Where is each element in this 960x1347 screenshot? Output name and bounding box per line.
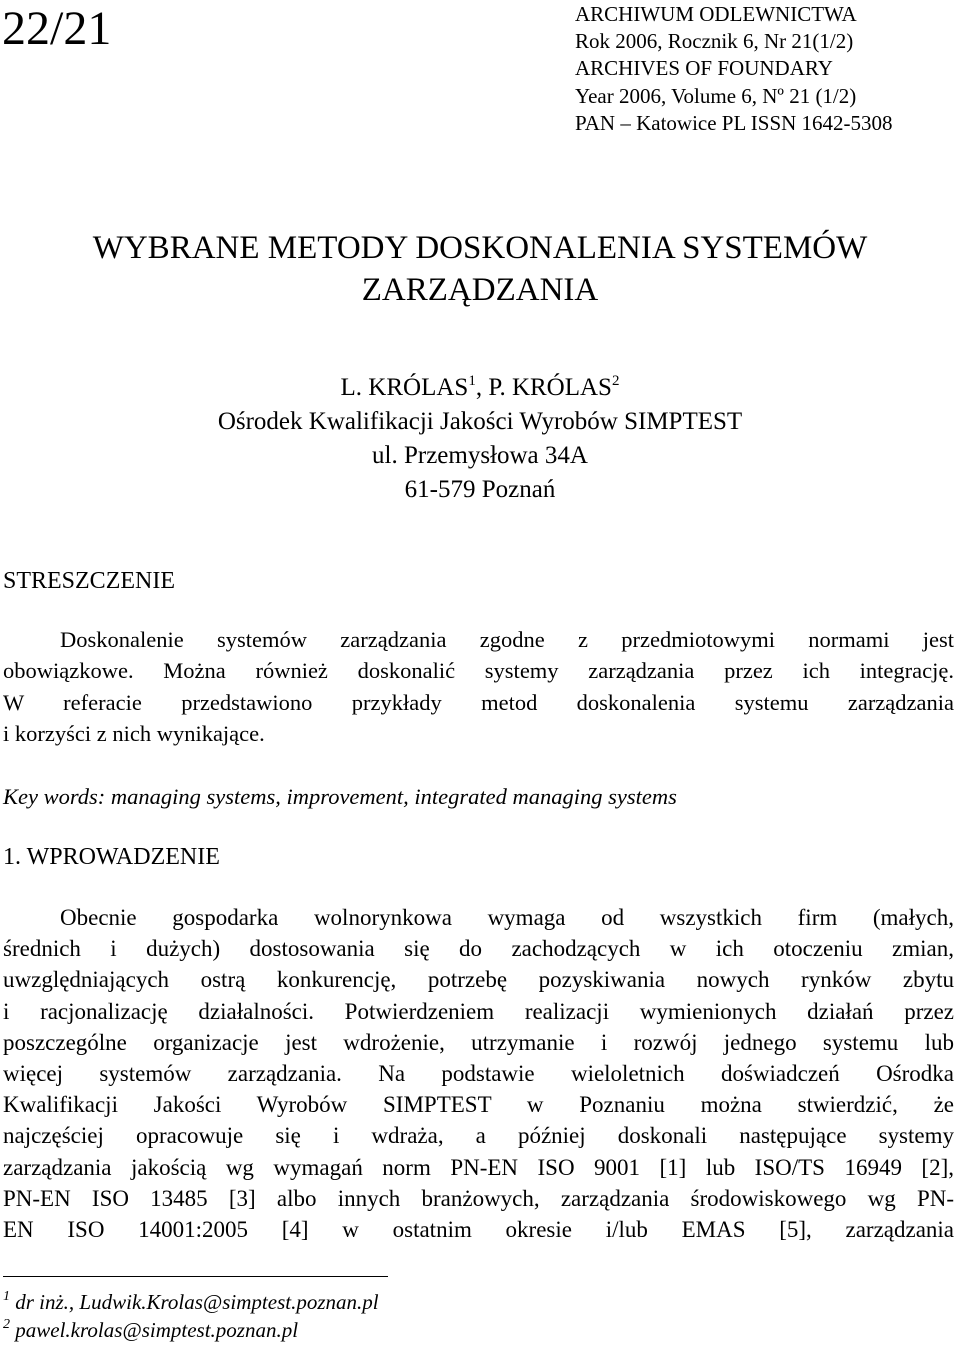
body-line: zarządzania jakością wg wymagań norm PN-EN ISO 9001 [1] lub ISO/TS 16949 [2], — [3, 1154, 954, 1180]
address-city: 61-579 Poznań — [404, 476, 556, 503]
author-name: L. KRÓLAS — [340, 374, 469, 401]
abstract-paragraph — [3, 624, 954, 750]
journal-line: PAN – Katowice PL ISSN 1642-5308 — [575, 110, 893, 135]
footnote-mark: 2 — [3, 1316, 10, 1332]
abstract-line: obowiązkowe. Można również doskonalić systemy zarządzania przez ich integrację. — [3, 658, 954, 684]
title-line: ZARZĄDZANIA — [361, 272, 599, 308]
journal-line: Year 2006, Volume 6, Nº 21 (1/2) — [575, 83, 857, 108]
introduction-heading: 1. WPROWADZENIE — [3, 844, 220, 870]
journal-header — [575, 1, 893, 137]
page-number: 22/21 — [2, 2, 112, 55]
footnote — [3, 1289, 379, 1317]
author-name: P. KRÓLAS — [488, 374, 612, 401]
body-line: i racjonalizację działalności. Potwierdzeniem realizacji wymienionych działań przez — [3, 998, 954, 1024]
abstract-line: i korzyści z nich wynikające. — [3, 721, 265, 747]
journal-line: Rok 2006, Rocznik 6, Nr 21(1/2) — [575, 29, 854, 54]
body-line: średnich i dużych) dostosowania się do zachodzących w ich otoczeniu zmian, — [3, 936, 954, 962]
footnote-text: pawel.krolas@simptest.poznan.pl — [15, 1317, 299, 1342]
body-line: uwzględniających ostrą konkurencję, potrzebę pozyskiwania nowych rynków zbytu — [3, 967, 954, 993]
abstract-line: Doskonalenie systemów zarządzania zgodne z przedmiotowymi normami jest — [60, 627, 954, 652]
author-separator: , — [475, 374, 489, 401]
author-footnote-ref: 2 — [611, 373, 620, 389]
journal-line: ARCHIWUM ODLEWNICTWA — [575, 2, 857, 26]
body-line: więcej systemów zarządzania. Na podstawie wieloletnich doświadczeń Ośrodka — [3, 1060, 954, 1086]
journal-line: ARCHIVES OF FOUNDARY — [575, 56, 833, 81]
keywords: Key words: managing systems, improvement, integrated managing systems — [3, 784, 677, 809]
author-footnote-ref: 1 — [468, 373, 476, 389]
title-line: WYBRANE METODY DOSKONALENIA SYSTEMÓW — [92, 230, 868, 266]
footnotes — [3, 1289, 379, 1344]
footnote-mark: 1 — [3, 1289, 10, 1304]
body-line: PN-EN ISO 13485 [3] albo innych branżowych, zarządzania środowiskowego wg PN- — [3, 1185, 954, 1211]
body-line: EN ISO 14001:2005 [4] w ostatnim okresie i/lub EMAS [5], zarządzania — [3, 1216, 954, 1242]
body-line: najczęściej opracowuje się i wdraża, a później doskonali następujące systemy — [3, 1123, 954, 1149]
footnote-separator — [3, 1276, 388, 1277]
affiliation: Ośrodek Kwalifikacji Jakości Wyrobów SIMPTEST — [217, 408, 743, 435]
address-street: ul. Przemysłowa 34A — [372, 442, 588, 469]
body-line: Kwalifikacji Jakości Wyrobów SIMPTEST w Poznaniu można stwierdzić, że — [3, 1092, 954, 1118]
paper-title — [0, 227, 960, 311]
abstract-heading: STRESZCZENIE — [3, 568, 175, 594]
introduction-paragraph — [3, 902, 954, 1245]
author-names — [0, 371, 960, 405]
body-line: Obecnie gospodarka wolnorynkowa wymaga od wszystkich firm (małych, — [60, 905, 954, 930]
footnote-text: dr inż., Ludwik.Krolas@simptest.poznan.pl — [15, 1290, 379, 1314]
body-line: poszczególne organizacje jest wdrożenie, utrzymanie i rozwój jednego systemu lub — [3, 1029, 954, 1055]
authors-block — [0, 371, 960, 507]
footnote — [3, 1317, 379, 1345]
abstract-line: W referacie przedstawiono przykłady metod doskonalenia systemu zarządzania — [3, 689, 954, 715]
